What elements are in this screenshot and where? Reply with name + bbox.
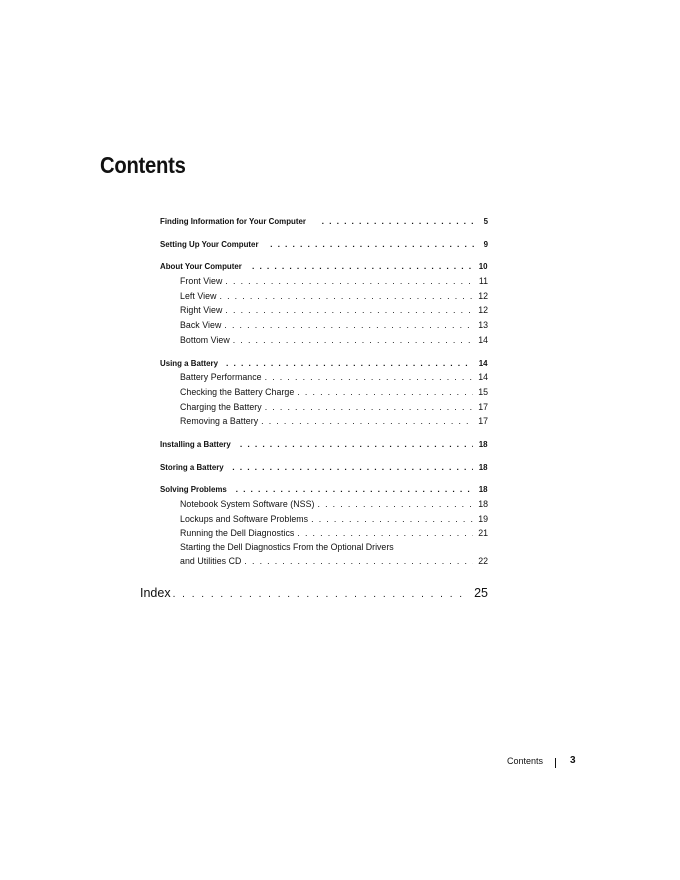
toc-section bbox=[160, 237, 488, 252]
toc-entry[interactable] bbox=[160, 460, 488, 475]
toc-subentry[interactable] bbox=[160, 333, 488, 348]
footer-section-title: Contents bbox=[507, 756, 544, 766]
toc-section bbox=[160, 356, 488, 429]
dot-leader bbox=[233, 333, 473, 348]
toc-entry-label: About Your Computer bbox=[160, 261, 242, 272]
toc-entry-page: 18 bbox=[478, 499, 488, 509]
toc-subentry[interactable] bbox=[160, 526, 488, 541]
toc-entry-page: 19 bbox=[478, 513, 488, 524]
toc-entry-label: Storing a Battery bbox=[160, 461, 224, 472]
toc-entry[interactable] bbox=[160, 437, 488, 452]
toc-entry-label: Finding Information for Your Computer bbox=[160, 216, 306, 226]
toc-entry-page: 21 bbox=[478, 528, 488, 539]
toc-entry-label: Left View bbox=[180, 290, 217, 301]
toc-entry-label: Back View bbox=[180, 320, 222, 331]
toc-subentry[interactable] bbox=[160, 497, 488, 512]
toc-entry[interactable] bbox=[160, 237, 488, 252]
toc-entry-label: Notebook System Software (NSS) bbox=[180, 499, 315, 509]
dot-leader bbox=[219, 289, 473, 304]
dot-leader bbox=[252, 259, 473, 274]
dot-leader bbox=[240, 437, 474, 452]
dot-leader bbox=[322, 214, 474, 229]
toc-subentry[interactable] bbox=[160, 554, 488, 569]
toc-subentry[interactable] bbox=[160, 400, 488, 415]
toc-section bbox=[160, 437, 488, 452]
toc-entry-index[interactable] bbox=[140, 586, 488, 600]
dot-leader bbox=[232, 460, 473, 475]
dot-leader bbox=[265, 370, 474, 385]
toc-entry-page: 13 bbox=[478, 320, 488, 331]
toc-subentry[interactable] bbox=[160, 289, 488, 304]
toc-entry-label: Front View bbox=[180, 276, 223, 287]
toc-subentry[interactable] bbox=[160, 274, 488, 289]
toc-entry-page: 18 bbox=[479, 484, 488, 495]
dot-leader bbox=[297, 526, 473, 541]
toc-entry-page: 12 bbox=[478, 290, 488, 301]
table-of-contents bbox=[160, 214, 488, 576]
footer-divider bbox=[555, 758, 556, 768]
dot-leader bbox=[261, 414, 473, 429]
toc-subentry[interactable] bbox=[160, 303, 488, 318]
dot-leader bbox=[173, 586, 469, 600]
toc-subentry[interactable] bbox=[160, 414, 488, 429]
dot-leader bbox=[225, 303, 473, 318]
toc-entry-page: 5 bbox=[483, 216, 488, 226]
toc-entry-page: 25 bbox=[474, 586, 488, 600]
dot-leader bbox=[225, 274, 473, 289]
toc-subentry-label-line[interactable]: Starting the Dell Diagnostics From the Optional Drivers bbox=[180, 542, 394, 553]
toc-entry-label: Bottom View bbox=[180, 334, 230, 345]
dot-leader bbox=[270, 237, 474, 252]
toc-subentry[interactable] bbox=[160, 370, 488, 385]
footer-page-number: 3 bbox=[570, 755, 576, 766]
toc-entry-page: 10 bbox=[479, 261, 488, 272]
toc-entry-label: Charging the Battery bbox=[180, 401, 262, 412]
toc-subentry[interactable] bbox=[160, 385, 488, 400]
toc-entry-label: Running the Dell Diagnostics bbox=[180, 528, 295, 539]
toc-entry[interactable] bbox=[160, 482, 488, 497]
toc-entry-label: Solving Problems bbox=[160, 484, 227, 495]
toc-entry-label: Setting Up Your Computer bbox=[160, 238, 259, 249]
toc-entry[interactable] bbox=[160, 214, 488, 229]
toc-entry-page: 14 bbox=[479, 357, 488, 368]
toc-entry-label: Battery Performance bbox=[180, 372, 262, 383]
toc-entry-label: Removing a Battery bbox=[180, 416, 259, 427]
toc-entry-page: 14 bbox=[478, 372, 488, 383]
toc-entry-page: 11 bbox=[478, 276, 488, 287]
toc-entry[interactable] bbox=[160, 356, 488, 371]
toc-entry[interactable] bbox=[160, 259, 488, 274]
toc-entry-page: 14 bbox=[478, 334, 488, 345]
toc-entry-page: 12 bbox=[478, 305, 488, 316]
dot-leader bbox=[224, 318, 473, 333]
dot-leader bbox=[244, 554, 473, 569]
toc-section bbox=[160, 259, 488, 347]
dot-leader bbox=[226, 356, 473, 371]
page-title: Contents bbox=[100, 152, 186, 178]
dot-leader bbox=[265, 400, 474, 415]
toc-section bbox=[160, 482, 488, 568]
toc-entry-page: 15 bbox=[478, 386, 488, 397]
toc-section bbox=[160, 460, 488, 475]
toc-subentry[interactable] bbox=[160, 318, 488, 333]
toc-entry-page: 17 bbox=[478, 401, 488, 412]
toc-entry-label: Using a Battery bbox=[160, 357, 219, 368]
toc-entry-label: Right View bbox=[180, 305, 223, 316]
toc-entry-label: Lockups and Software Problems bbox=[180, 513, 309, 524]
toc-entry-label: Index bbox=[140, 586, 171, 600]
toc-entry-page: 9 bbox=[483, 238, 488, 249]
toc-entry-page: 22 bbox=[478, 555, 488, 566]
toc-entry-page: 18 bbox=[479, 461, 488, 472]
toc-entry-page: 17 bbox=[478, 416, 488, 427]
toc-entry-label: and Utilities CD bbox=[180, 555, 242, 566]
toc-entry-label: Checking the Battery Charge bbox=[180, 386, 295, 397]
dot-leader bbox=[317, 497, 473, 512]
toc-entry-page: 18 bbox=[479, 438, 488, 449]
toc-section bbox=[160, 214, 488, 229]
dot-leader bbox=[297, 385, 473, 400]
dot-leader bbox=[311, 512, 473, 527]
toc-entry-label: Installing a Battery bbox=[160, 438, 231, 449]
dot-leader bbox=[236, 482, 474, 497]
toc-subentry[interactable] bbox=[160, 512, 488, 527]
